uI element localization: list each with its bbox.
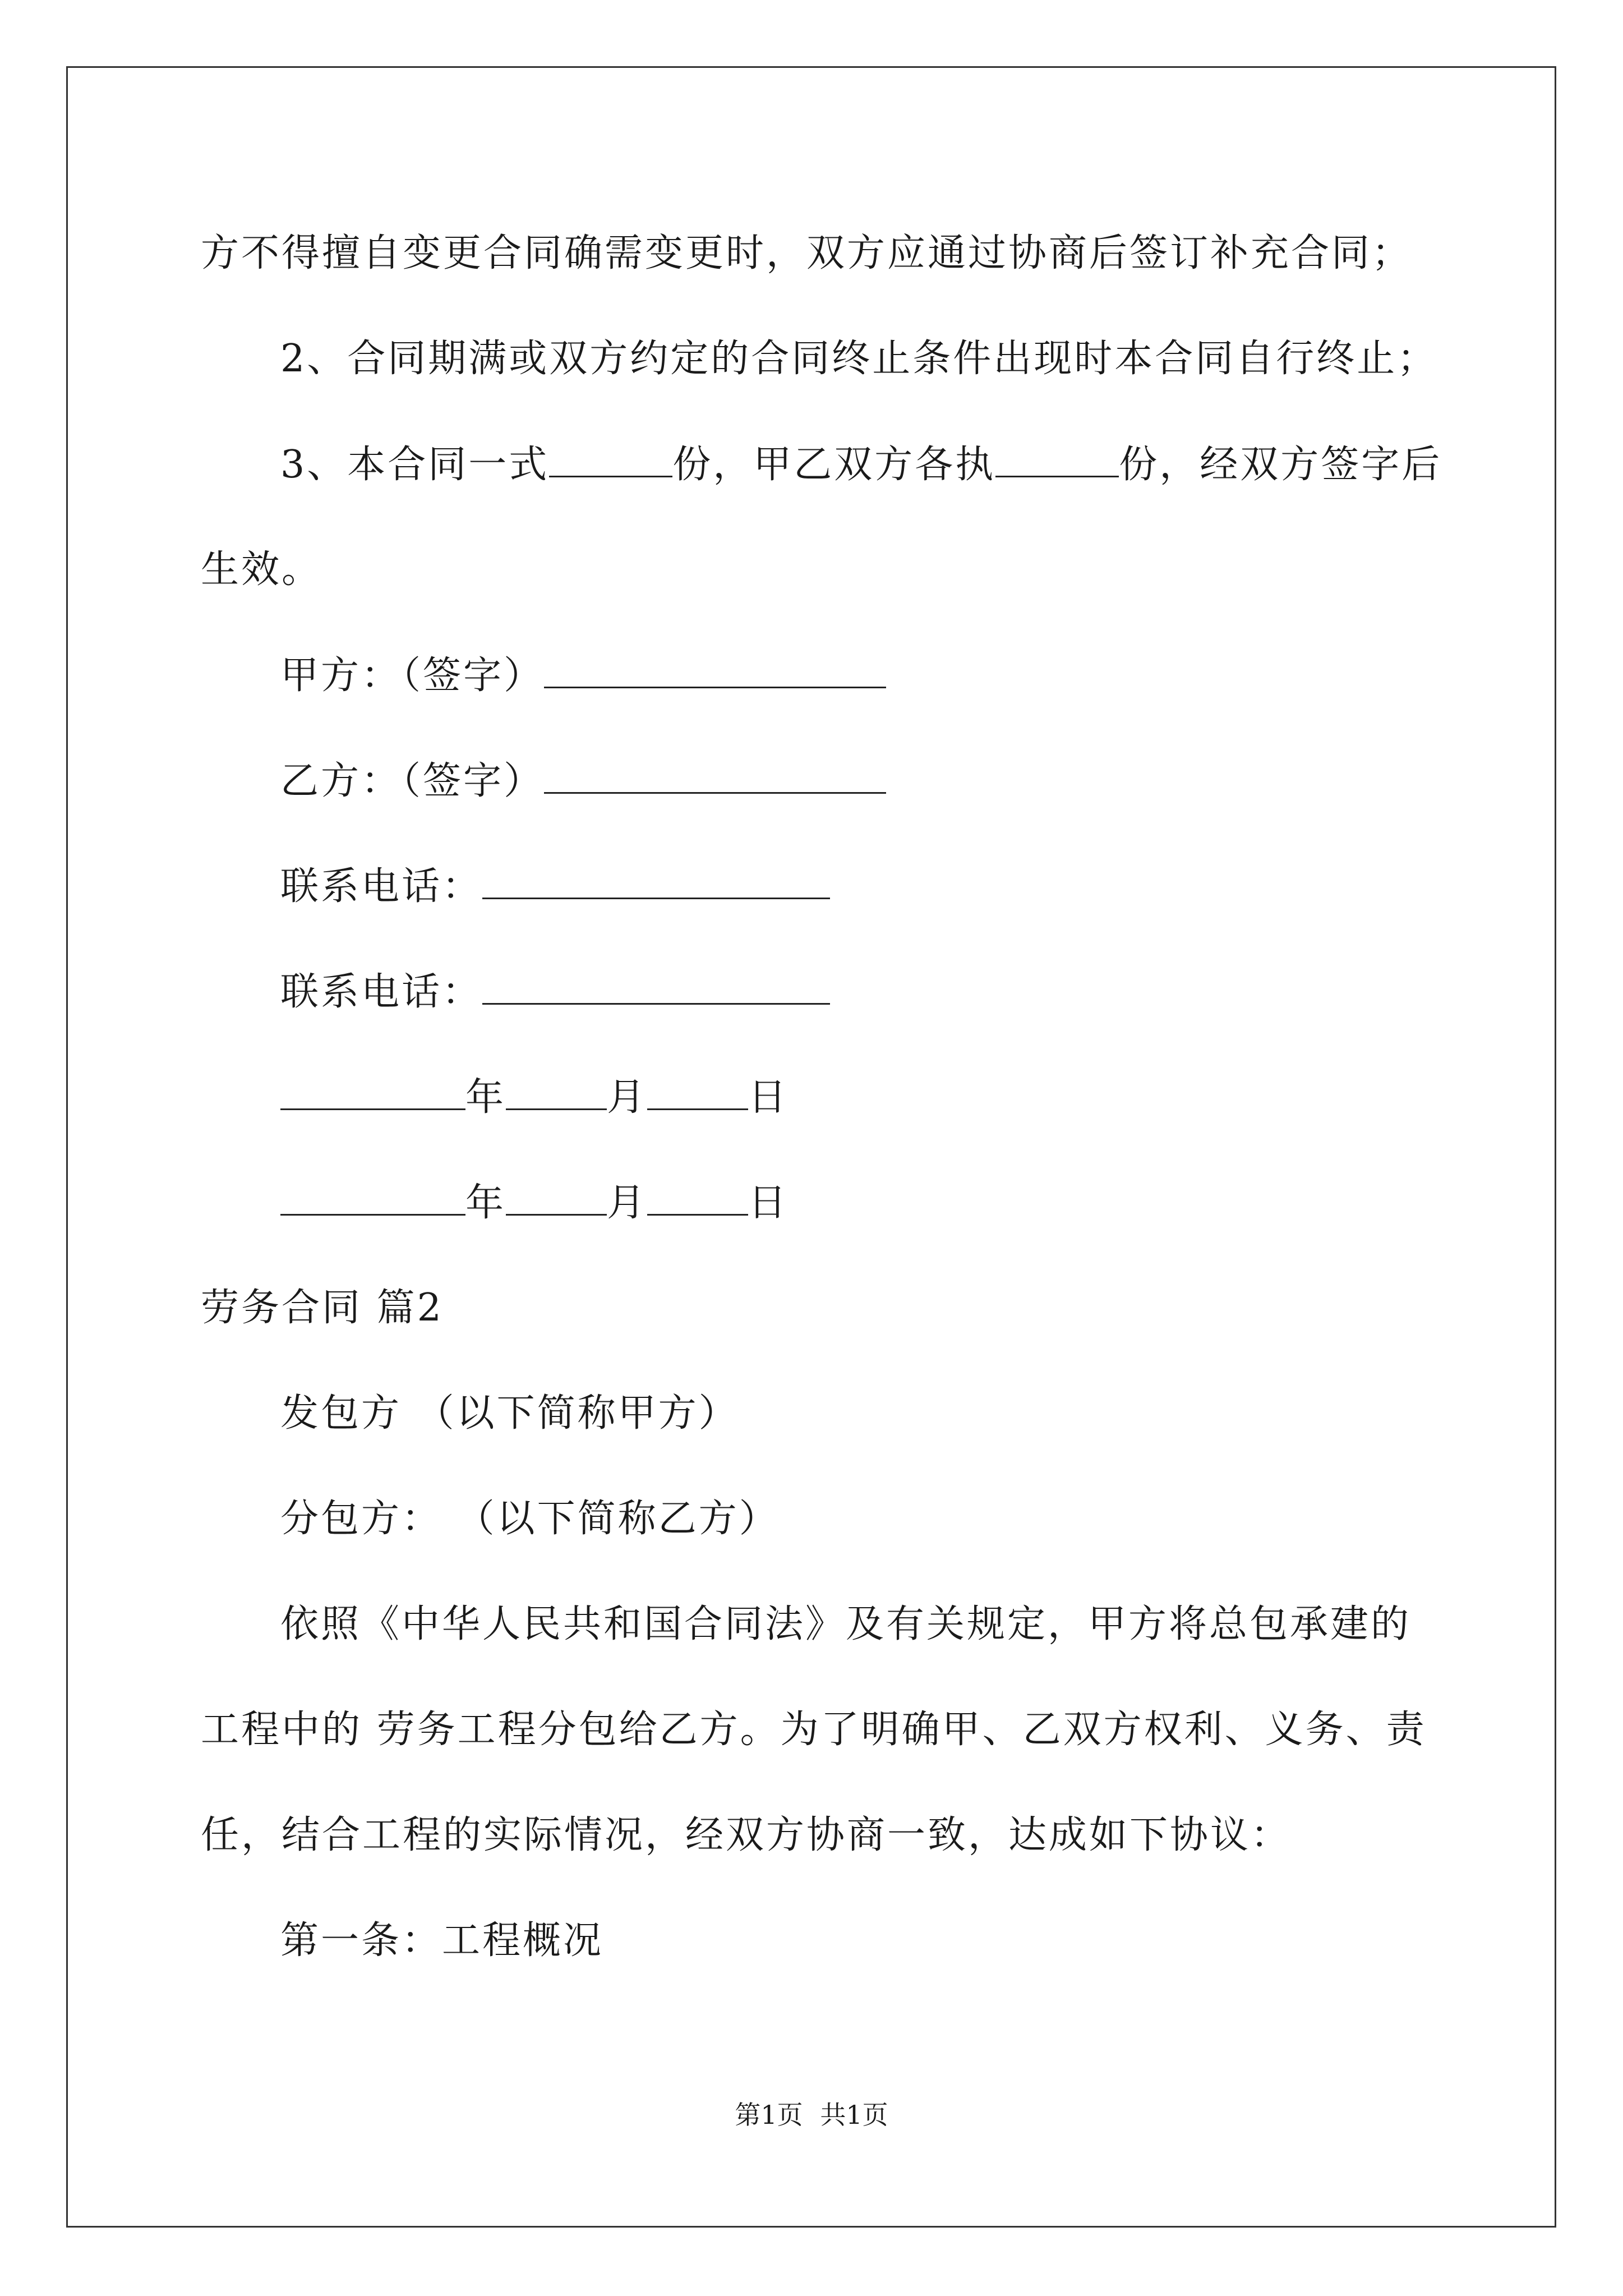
article-one-heading: 第一条：工程概况 (280, 1918, 604, 1963)
text-line-basis: 依照《中华人民共和国合同法》及有关规定，甲方将总包承建的 (280, 1602, 1412, 1646)
phone-b-blank[interactable] (482, 969, 830, 1005)
party-b-signature-line (280, 758, 886, 804)
text-line-1: 方不得擅自变更合同确需变更时，双方应通过协商后签订补充合同； (201, 231, 1413, 275)
text-line-contractor: 发包方 （以下简称甲方） (280, 1391, 739, 1435)
clause-3-part-3: 份，经双方签字后 (1119, 443, 1442, 487)
date-line-b (280, 1180, 789, 1226)
phone-b-label: 联系电话： (280, 970, 483, 1014)
party-b-label: 乙方：（签字） (280, 759, 545, 803)
page-footer (0, 2099, 1623, 2131)
party-a-label: 甲方：（签字） (280, 654, 545, 698)
text-line-clause-2: 2、合同期满或双方约定的合同终止条件出现时本合同自行终止； (280, 337, 1438, 381)
date-a-day-blank[interactable] (647, 1075, 748, 1110)
page-frame (66, 66, 1556, 2228)
text-line-effective: 生效。 (201, 547, 322, 592)
text-line-clause-3 (280, 442, 1442, 487)
date-b-day-blank[interactable] (647, 1180, 748, 1216)
copies-each-blank[interactable] (995, 442, 1119, 477)
party-a-signature-blank[interactable] (544, 653, 886, 688)
section-heading: 劳务合同 篇2 (201, 1286, 444, 1330)
date-a-year-label: 年 (465, 1075, 506, 1120)
text-line-agreement: 任，结合工程的实际情况，经双方协商一致，达成如下协议： (201, 1813, 1292, 1857)
date-b-month-blank[interactable] (506, 1180, 607, 1216)
copies-total-blank[interactable] (549, 442, 672, 477)
party-a-signature-line (280, 653, 886, 698)
phone-a-label: 联系电话： (280, 864, 483, 909)
party-b-signature-blank[interactable] (544, 758, 886, 794)
date-b-month-label: 月 (607, 1181, 648, 1225)
page-total: 共1页 (820, 2100, 888, 2130)
date-a-month-label: 月 (607, 1075, 648, 1120)
page-current: 第1页 (735, 2100, 803, 2130)
date-b-day-label: 日 (748, 1181, 789, 1225)
date-a-month-blank[interactable] (506, 1075, 607, 1110)
clause-3-part-2: 份，甲乙双方各执 (672, 443, 996, 487)
date-b-year-label: 年 (465, 1181, 506, 1225)
phone-b-line (280, 969, 830, 1015)
date-b-year-blank[interactable] (280, 1180, 465, 1216)
text-line-subcontractor: 分包方： （以下简称乙方） (280, 1497, 780, 1541)
text-line-purpose: 工程中的 劳务工程分包给乙方。为了明确甲、乙双方权利、义务、责 (201, 1708, 1427, 1752)
date-a-year-blank[interactable] (280, 1075, 465, 1110)
date-a-day-label: 日 (748, 1075, 789, 1120)
phone-a-blank[interactable] (482, 864, 830, 899)
phone-a-line (280, 864, 830, 909)
date-line-a (280, 1075, 789, 1120)
clause-3-part-1: 3、本合同一式 (280, 443, 550, 487)
